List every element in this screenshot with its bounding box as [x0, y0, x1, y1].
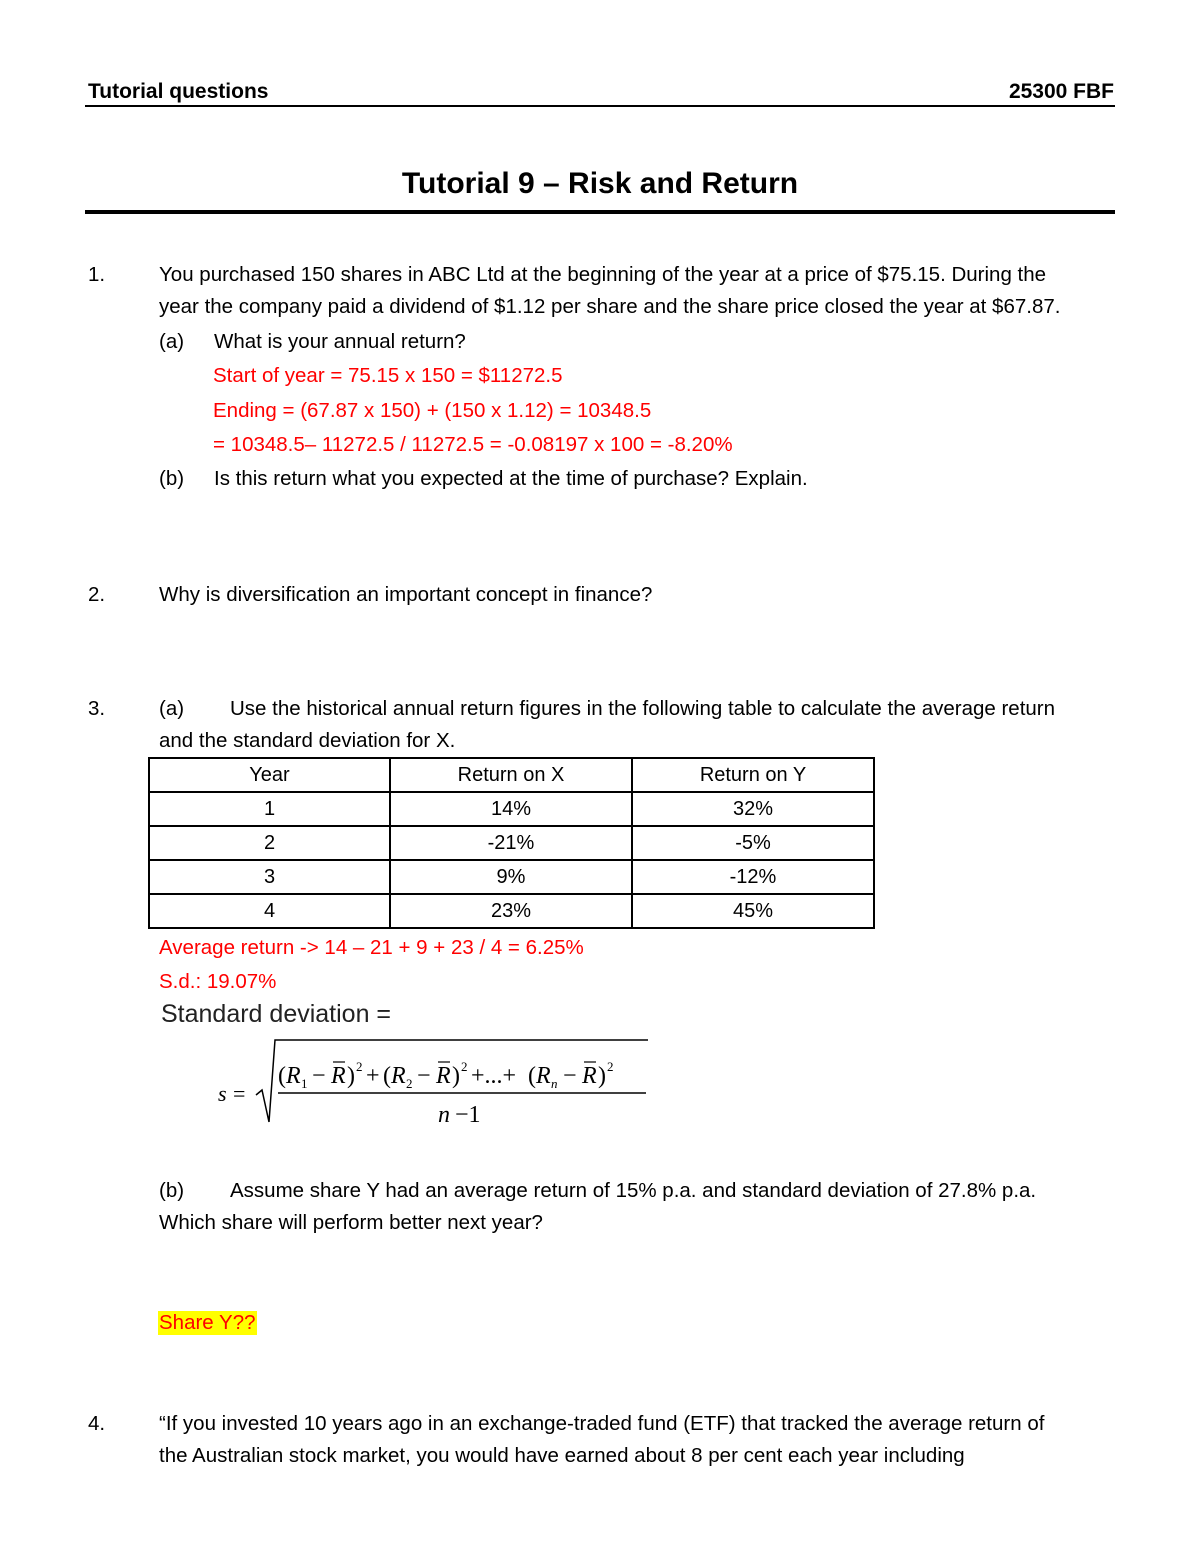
svg-text:2: 2: [461, 1059, 468, 1074]
q3-number: 3.: [88, 697, 106, 720]
svg-text:−: −: [312, 1063, 326, 1089]
svg-text:R: R: [286, 1063, 301, 1089]
table-cell: 2: [149, 826, 390, 860]
q1-number: 1.: [88, 263, 106, 286]
svg-text:(: (: [528, 1063, 536, 1089]
q1-line2: year the company paid a dividend of $1.12 per share and the share price closed the year at $67.87.: [159, 295, 1061, 318]
svg-text:−: −: [563, 1063, 577, 1089]
svg-text:1: 1: [301, 1076, 308, 1091]
header-right: 25300 FBF: [1008, 80, 1114, 103]
table-row: [149, 792, 874, 826]
q3-answer-sd: S.d.: 19.07%: [159, 970, 277, 993]
q1-b-label: (b): [159, 467, 185, 490]
q1-answer-ending: Ending = (67.87 x 150) + (150 x 1.12) = 10348.5: [213, 399, 652, 422]
q4-line2: the Australian stock market, you would have earned about 8 per cent each year including: [159, 1444, 965, 1467]
svg-text:=: =: [233, 1081, 246, 1106]
table-cell: 3: [149, 860, 390, 894]
table-header-cell: Return on X: [390, 758, 632, 792]
table-header-row: [149, 758, 874, 792]
q1-answer-start: Start of year = 75.15 x 150 = $11272.5: [213, 364, 563, 387]
svg-text:−: −: [417, 1063, 431, 1089]
returns-table: [148, 757, 875, 929]
formula-graphic: [158, 1000, 650, 1135]
q3-b-label: (b): [159, 1179, 185, 1202]
q4-number: 4.: [88, 1412, 106, 1435]
q3-b-line1: Assume share Y had an average return of 15% p.a. and standard deviation of 27.8% p.a.: [230, 1179, 1037, 1202]
q4-line1: “If you invested 10 years ago in an exchange-traded fund (ETF) that tracked the average return of: [159, 1412, 1045, 1435]
q3-answer-average: Average return -> 14 – 21 + 9 + 23 / 4 = 6.25%: [159, 936, 584, 959]
std-dev-formula: [158, 1000, 650, 1135]
q3-a-label: (a): [159, 697, 185, 720]
svg-text:+: +: [366, 1063, 380, 1089]
q1-answer-return: = 10348.5– 11272.5 / 11272.5 = -0.08197 x 100 = -8.20%: [213, 433, 733, 456]
table-cell: -12%: [632, 860, 874, 894]
table-cell: 4: [149, 894, 390, 928]
table-row: [149, 826, 874, 860]
table-cell: 23%: [390, 894, 632, 928]
formula-label: Standard deviation =: [161, 1000, 392, 1028]
q3-a-line2: and the standard deviation for X.: [159, 729, 456, 752]
table-header-cell: Year: [149, 758, 390, 792]
table-header-cell: Return on Y: [632, 758, 874, 792]
svg-text:R: R: [391, 1063, 406, 1089]
table-cell: 1: [149, 792, 390, 826]
q2-number: 2.: [88, 583, 106, 606]
q3-a-line1: Use the historical annual return figures in the following table to calculate the average return: [230, 697, 1056, 720]
q1-line1: You purchased 150 shares in ABC Ltd at the beginning of the year at a price of $75.15. During the: [159, 263, 1047, 286]
svg-text:R: R: [582, 1063, 597, 1089]
q1-a-label: (a): [159, 330, 185, 353]
svg-text:n: n: [551, 1076, 558, 1091]
svg-text:(: (: [278, 1063, 286, 1089]
svg-text:2: 2: [607, 1059, 614, 1074]
table-cell: 32%: [632, 792, 874, 826]
table-cell: 14%: [390, 792, 632, 826]
svg-text:(: (: [383, 1063, 391, 1089]
q1-a-text: What is your annual return?: [214, 330, 466, 353]
svg-text:2: 2: [406, 1076, 413, 1091]
header-left: Tutorial questions: [88, 80, 269, 103]
svg-text:−1: −1: [455, 1102, 481, 1128]
table-row: [149, 894, 874, 928]
q1-b-text: Is this return what you expected at the time of purchase? Explain.: [214, 467, 808, 490]
table-cell: 45%: [632, 894, 874, 928]
table-cell: -21%: [390, 826, 632, 860]
svg-text:): ): [452, 1063, 460, 1089]
svg-text:): ): [598, 1063, 606, 1089]
svg-text:R: R: [331, 1063, 346, 1089]
svg-text:2: 2: [356, 1059, 363, 1074]
title-rule: [85, 210, 1115, 214]
svg-text:R: R: [436, 1063, 451, 1089]
page-title: Tutorial 9 – Risk and Return: [401, 167, 799, 200]
q2-text: Why is diversification an important concept in finance?: [159, 583, 653, 606]
table-row: [149, 860, 874, 894]
q3-b-line2: Which share will perform better next year?: [159, 1211, 543, 1234]
svg-text:): ): [347, 1063, 355, 1089]
table-cell: -5%: [632, 826, 874, 860]
svg-text:n: n: [438, 1102, 450, 1128]
header-rule: [85, 105, 1115, 107]
svg-text:s: s: [218, 1081, 227, 1106]
q3-b-answer: Share Y??: [159, 1311, 256, 1334]
table-cell: 9%: [390, 860, 632, 894]
svg-text:R: R: [536, 1063, 551, 1089]
svg-text:+...+: +...+: [471, 1063, 517, 1089]
